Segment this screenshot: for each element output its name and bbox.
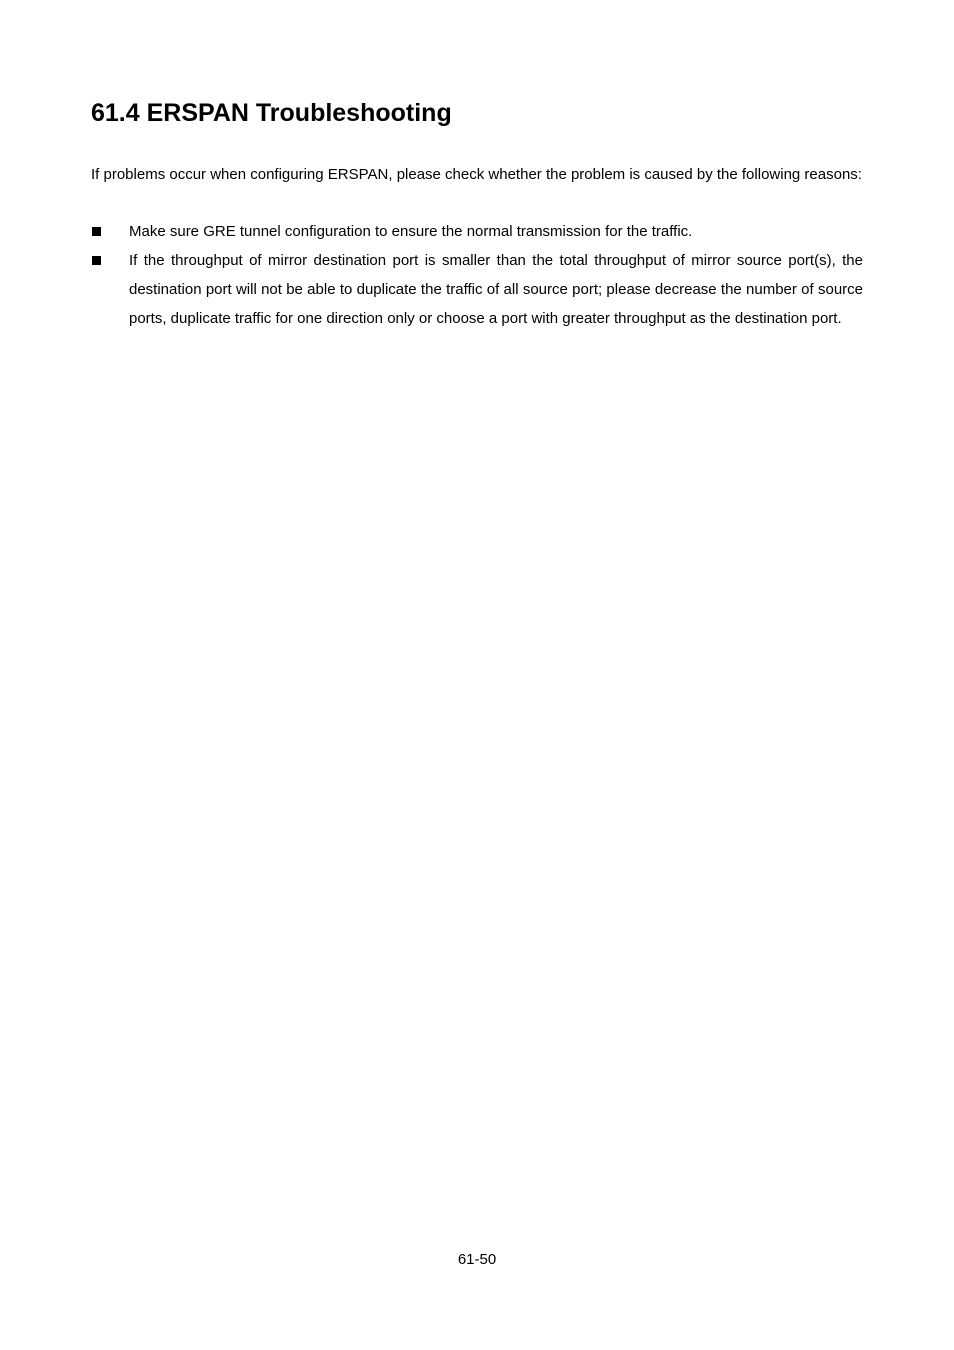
section-title: ERSPAN Troubleshooting xyxy=(146,99,452,127)
list-item xyxy=(91,217,863,246)
list-item-text: Make sure GRE tunnel configuration to ensure the normal transmission for the traffic. xyxy=(129,223,693,240)
section-number: 61.4 xyxy=(91,99,140,127)
filled-square-icon xyxy=(92,256,101,265)
intro-paragraph: If problems occur when configuring ERSPAN, please check whether the problem is caused by the following reasons: xyxy=(91,166,862,183)
filled-square-icon xyxy=(92,227,101,236)
list-item-text: If the throughput of mirror destination port is smaller than the total throughput of mirror source port(s), the destination port will not be able to duplicate the traffic of all source port; please decrease the number of source ports, duplicate traffic for one direction only or choose a port with greater throughput as the destination port. xyxy=(129,252,863,327)
list-item xyxy=(91,246,863,333)
section-heading xyxy=(91,96,452,130)
page-number: 61-50 xyxy=(457,1251,497,1268)
reasons-list xyxy=(91,217,863,333)
